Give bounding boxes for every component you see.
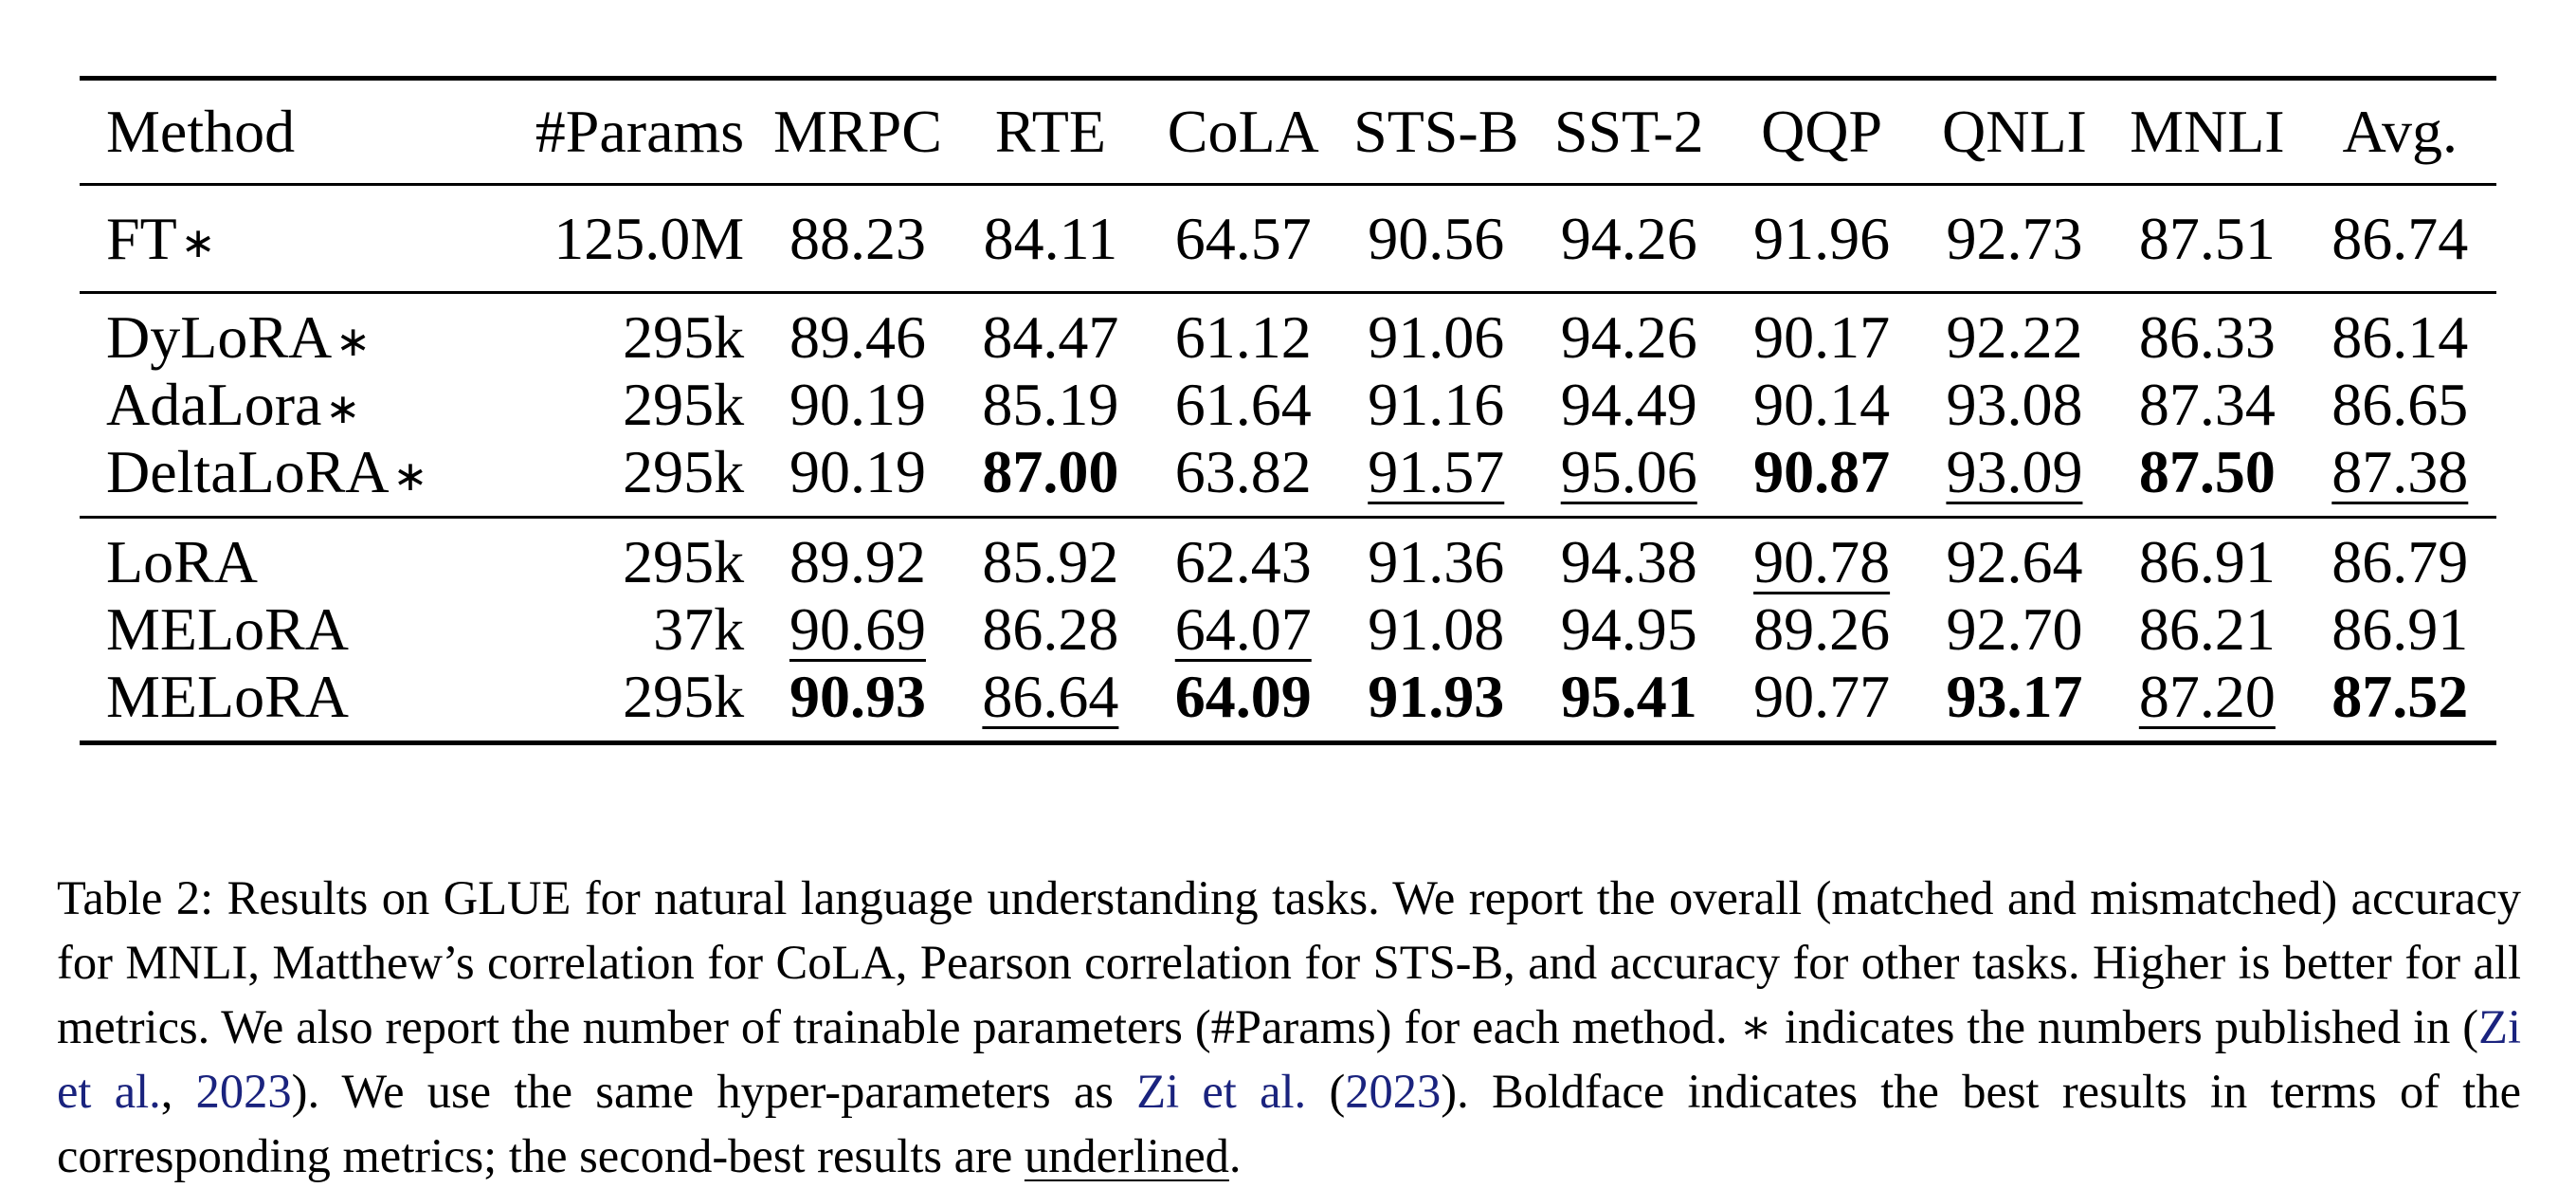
score-value: 95.06	[1560, 438, 1697, 505]
score-value: 89.46	[789, 303, 926, 371]
score-cell	[761, 293, 954, 369]
score-value: 93.08	[1946, 371, 2083, 438]
header-sst2: SST-2	[1533, 79, 1725, 185]
score-value: 90.14	[1753, 371, 1891, 438]
score-value: 64.07	[1174, 595, 1312, 663]
score-cell	[1533, 293, 1725, 369]
score-cell	[2111, 593, 2303, 667]
score-cell	[2111, 518, 2303, 594]
score-value: 90.69	[789, 595, 926, 663]
score-cell	[761, 438, 954, 518]
score-cell	[1339, 438, 1533, 518]
score-value: 86.14	[2331, 303, 2469, 371]
score-cell	[1533, 518, 1725, 594]
score-cell	[2111, 438, 2303, 518]
table-row	[80, 518, 2496, 594]
score-cell	[2304, 663, 2496, 743]
score-value: 91.16	[1368, 371, 1505, 438]
score-value: 86.91	[2138, 528, 2276, 595]
method-name-cell	[80, 293, 440, 369]
score-value: 86.74	[2331, 204, 2469, 272]
score-cell	[954, 518, 1147, 594]
score-value: 87.51	[2138, 204, 2276, 272]
results-table	[80, 76, 2496, 745]
score-value: 90.19	[789, 438, 926, 505]
score-value: 87.52	[2331, 663, 2469, 730]
score-cell	[2111, 663, 2303, 743]
method-name-cell	[80, 438, 440, 518]
score-value: 86.33	[2138, 303, 2276, 371]
method-name-cell	[80, 663, 440, 743]
score-value: 84.11	[983, 204, 1118, 272]
citation-link-year-2[interactable]: 2023	[1345, 1064, 1442, 1118]
score-value: 87.20	[2138, 663, 2276, 730]
header-stsb: STS-B	[1339, 79, 1533, 185]
method-name: LoRA	[106, 528, 258, 595]
score-cell	[1533, 593, 1725, 667]
score-value: 94.95	[1560, 595, 1697, 663]
score-cell	[2304, 293, 2496, 369]
score-cell	[1533, 368, 1725, 442]
published-star-marker: ∗	[180, 218, 216, 267]
score-cell	[954, 293, 1147, 369]
score-cell	[1533, 663, 1725, 743]
published-star-marker: ∗	[392, 452, 428, 501]
score-cell	[1918, 593, 2111, 667]
score-cell	[1725, 663, 1917, 743]
header-cola: CoLA	[1147, 79, 1339, 185]
citation-link-year-1[interactable]: 2023	[195, 1064, 292, 1118]
score-cell	[1725, 368, 1917, 442]
score-value: 90.78	[1753, 528, 1891, 595]
score-value: 91.93	[1368, 663, 1505, 730]
score-value: 87.50	[2138, 438, 2276, 505]
score-cell	[1339, 593, 1533, 667]
score-cell	[2304, 368, 2496, 442]
score-value: 92.64	[1946, 528, 2083, 595]
caption-text-1: Table 2: Results on GLUE for natural language understanding tasks. We report the overall (matched and mismatched) accuracy for MNLI, Matthew’s correlation for CoLA, Pearson correlation for STS-B, and accuracy for other tasks. Higher is better for all metrics. We also report the number of trainable parameters (#Params) for each method.	[57, 870, 2521, 1053]
score-value: 64.09	[1174, 663, 1312, 730]
params-cell: 295k	[623, 371, 745, 438]
score-value: 86.65	[2331, 371, 2469, 438]
caption-underlined-word: underlined	[1024, 1128, 1229, 1182]
score-value: 64.57	[1174, 204, 1312, 272]
score-cell	[1918, 438, 2111, 518]
score-value: 86.28	[982, 595, 1119, 663]
params-cell: 37k	[653, 595, 745, 663]
score-cell	[1918, 293, 2111, 369]
method-name-cell	[80, 185, 440, 293]
score-cell	[761, 518, 954, 594]
score-cell	[1147, 518, 1339, 594]
score-cell	[1725, 185, 1917, 293]
score-cell	[1147, 663, 1339, 743]
score-value: 91.06	[1368, 303, 1505, 371]
score-value: 86.64	[982, 663, 1119, 730]
caption-end: .	[1228, 1128, 1242, 1182]
score-cell	[761, 663, 954, 743]
score-cell	[954, 368, 1147, 442]
score-value: 89.92	[789, 528, 926, 595]
table-group-lora-variants	[80, 293, 2496, 518]
score-cell	[761, 593, 954, 667]
table-row	[80, 442, 2496, 518]
header-qqp: QQP	[1725, 79, 1917, 185]
method-name: AdaLora	[106, 371, 322, 438]
citation-link-author-2[interactable]: Zi et al.	[1136, 1064, 1307, 1118]
score-value: 92.70	[1946, 595, 2083, 663]
score-cell	[1339, 518, 1533, 594]
score-value: 90.93	[789, 663, 926, 730]
method-name-cell	[80, 368, 440, 442]
table-row	[80, 185, 2496, 293]
score-cell	[1147, 293, 1339, 369]
score-cell	[1339, 368, 1533, 442]
header-mnli: MNLI	[2111, 79, 2303, 185]
score-cell	[761, 368, 954, 442]
method-name-cell	[80, 593, 440, 667]
score-value: 86.79	[2331, 528, 2469, 595]
score-cell	[1918, 368, 2111, 442]
published-star-marker: ∗	[336, 318, 372, 366]
score-cell	[2304, 185, 2496, 293]
caption-text-5: ). Boldface indicates the best results in terms of the corresponding metrics; the second-best results are	[57, 1064, 2521, 1182]
caption-text-3: ). We use the same hyper-parameters as	[291, 1064, 1137, 1118]
score-value: 86.21	[2138, 595, 2276, 663]
score-value: 90.87	[1753, 438, 1891, 505]
score-value: 92.22	[1946, 303, 2083, 371]
published-star-marker: ∗	[325, 385, 361, 433]
score-cell	[1147, 438, 1339, 518]
score-value: 93.17	[1946, 663, 2083, 730]
params-cell: 295k	[440, 442, 761, 518]
score-value: 87.38	[2331, 438, 2469, 505]
score-value: 91.57	[1368, 438, 1505, 505]
score-cell	[1918, 663, 2111, 743]
score-value: 86.91	[2331, 595, 2469, 663]
score-cell	[954, 185, 1147, 293]
score-value: 91.36	[1368, 528, 1505, 595]
score-value: 88.23	[789, 204, 926, 272]
table-row	[80, 368, 2496, 442]
method-name: DyLoRA	[106, 303, 333, 371]
method-name-cell	[80, 518, 440, 594]
score-cell	[761, 185, 954, 293]
score-value: 61.64	[1174, 371, 1312, 438]
score-value: 93.09	[1946, 438, 2083, 505]
caption-star-symbol: ∗	[1739, 999, 1772, 1053]
score-cell	[1147, 368, 1339, 442]
score-cell	[2304, 518, 2496, 594]
caption-text-4: (	[1306, 1064, 1346, 1118]
score-value: 85.92	[982, 528, 1119, 595]
score-value: 89.26	[1753, 595, 1891, 663]
score-value: 90.56	[1368, 204, 1505, 272]
score-value: 95.41	[1560, 663, 1697, 730]
header-qnli: QNLI	[1918, 79, 2111, 185]
score-value: 92.73	[1946, 204, 2083, 272]
score-cell	[2304, 593, 2496, 667]
params-cell: 295k	[623, 528, 745, 595]
results-table-container	[80, 76, 2496, 745]
score-value: 91.08	[1368, 595, 1505, 663]
score-cell	[1147, 593, 1339, 667]
score-value: 61.12	[1174, 303, 1312, 371]
table-row	[80, 667, 2496, 743]
header-rte: RTE	[954, 79, 1147, 185]
table-row	[80, 593, 2496, 667]
score-value: 85.19	[982, 371, 1119, 438]
score-cell	[1725, 438, 1917, 518]
score-cell	[1918, 518, 2111, 594]
score-value: 84.47	[982, 303, 1119, 371]
caption-text-2: indicates the numbers published in (	[1771, 999, 2479, 1053]
score-cell	[1918, 185, 2111, 293]
method-name: MELoRA	[106, 663, 349, 730]
score-value: 62.43	[1174, 528, 1312, 595]
params-cell: 125.0M	[440, 185, 761, 293]
header-mrpc: MRPC	[761, 79, 954, 185]
score-value: 94.26	[1560, 204, 1697, 272]
score-value: 94.38	[1560, 528, 1697, 595]
method-name: MELoRA	[106, 595, 349, 663]
table-row	[80, 293, 2496, 369]
table-header-row	[80, 79, 2496, 185]
score-value: 90.17	[1753, 303, 1891, 371]
score-cell	[954, 593, 1147, 667]
table-group-baseline-ft	[80, 185, 2496, 293]
score-cell	[1725, 518, 1917, 594]
score-cell	[1339, 185, 1533, 293]
score-cell	[1533, 438, 1725, 518]
score-cell	[954, 438, 1147, 518]
score-cell	[2304, 438, 2496, 518]
score-cell	[1533, 185, 1725, 293]
citation-link-author-1[interactable]: Zi et al.	[57, 999, 2521, 1118]
header-avg: Avg.	[2304, 79, 2496, 185]
header-params: #Params	[440, 79, 761, 185]
score-value: 90.77	[1753, 663, 1891, 730]
score-cell	[1725, 293, 1917, 369]
method-name: DeltaLoRA	[106, 438, 390, 505]
params-cell: 295k	[623, 303, 745, 371]
score-value: 87.34	[2138, 371, 2276, 438]
score-value: 63.82	[1174, 438, 1312, 505]
score-cell	[954, 663, 1147, 743]
score-value: 94.26	[1560, 303, 1697, 371]
score-cell	[1339, 293, 1533, 369]
score-value: 87.00	[982, 438, 1119, 505]
table-caption	[57, 866, 2521, 1188]
score-cell	[2111, 185, 2303, 293]
score-cell	[2111, 293, 2303, 369]
score-value: 94.49	[1560, 371, 1697, 438]
header-method: Method	[80, 79, 440, 185]
score-value: 91.96	[1753, 204, 1891, 272]
score-cell	[2111, 368, 2303, 442]
method-name: FT	[106, 204, 177, 272]
score-cell	[1339, 663, 1533, 743]
caption-sep-1: ,	[160, 1064, 196, 1118]
score-value: 90.19	[789, 371, 926, 438]
score-cell	[1725, 593, 1917, 667]
params-cell: 295k	[440, 667, 761, 743]
score-cell	[1147, 185, 1339, 293]
table-group-melora	[80, 518, 2496, 743]
